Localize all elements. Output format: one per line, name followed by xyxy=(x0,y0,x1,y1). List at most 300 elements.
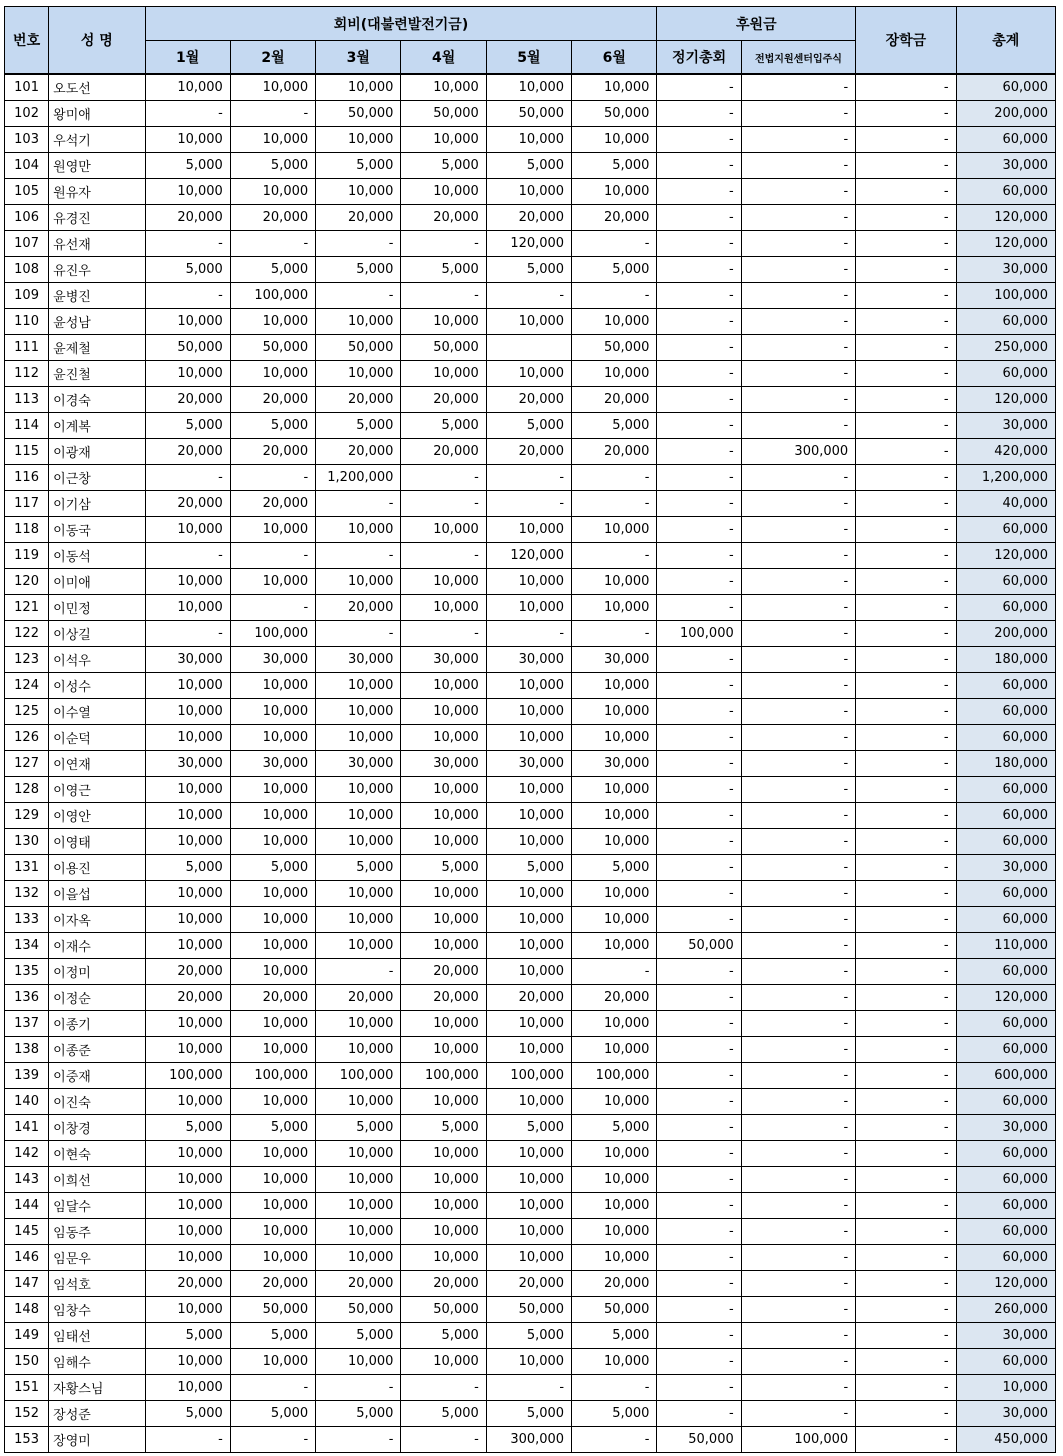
month-2-cell: 10,000 xyxy=(230,725,315,751)
center-ceremony-cell: - xyxy=(741,1219,855,1245)
general-meeting-cell: - xyxy=(657,725,741,751)
general-meeting-cell: - xyxy=(657,959,741,985)
scholarship-cell: - xyxy=(856,933,956,959)
month-5-cell: 10,000 xyxy=(486,907,571,933)
month-3-cell: 10,000 xyxy=(316,933,401,959)
month-6-cell: - xyxy=(572,543,657,569)
scholarship-cell: - xyxy=(856,231,956,257)
total-cell: 120,000 xyxy=(956,1271,1055,1297)
month-3-cell: - xyxy=(316,231,401,257)
col-header-month-6: 6월 xyxy=(572,41,657,75)
scholarship-cell: - xyxy=(856,1349,956,1375)
month-5-cell: 10,000 xyxy=(486,1167,571,1193)
month-4-cell: 10,000 xyxy=(401,907,486,933)
month-5-cell: 10,000 xyxy=(486,803,571,829)
total-cell: 200,000 xyxy=(956,621,1055,647)
month-5-cell: 20,000 xyxy=(486,985,571,1011)
scholarship-cell: - xyxy=(856,985,956,1011)
month-3-cell: 10,000 xyxy=(316,361,401,387)
month-2-cell: 10,000 xyxy=(230,1089,315,1115)
month-3-cell: - xyxy=(316,491,401,517)
no-cell: 107 xyxy=(5,231,49,257)
month-6-cell: 10,000 xyxy=(572,829,657,855)
month-4-cell: 10,000 xyxy=(401,803,486,829)
total-cell: 30,000 xyxy=(956,855,1055,881)
table-row xyxy=(5,1349,1056,1375)
month-2-cell: 10,000 xyxy=(230,1349,315,1375)
general-meeting-cell: - xyxy=(657,829,741,855)
month-6-cell: 50,000 xyxy=(572,1297,657,1323)
scholarship-cell: - xyxy=(856,205,956,231)
month-1-cell: 20,000 xyxy=(145,439,230,465)
table-row xyxy=(5,179,1056,205)
month-6-cell: 10,000 xyxy=(572,595,657,621)
month-1-cell: 5,000 xyxy=(145,855,230,881)
center-ceremony-cell: - xyxy=(741,335,855,361)
month-4-cell: 10,000 xyxy=(401,1141,486,1167)
month-1-cell: 10,000 xyxy=(145,907,230,933)
name-cell: 왕미애 xyxy=(49,101,145,127)
total-cell: 60,000 xyxy=(956,1193,1055,1219)
month-3-cell: - xyxy=(316,543,401,569)
no-cell: 110 xyxy=(5,309,49,335)
table-row xyxy=(5,725,1056,751)
month-2-cell: 10,000 xyxy=(230,1219,315,1245)
center-ceremony-cell: - xyxy=(741,153,855,179)
no-cell: 108 xyxy=(5,257,49,283)
scholarship-cell: - xyxy=(856,127,956,153)
month-6-cell: 10,000 xyxy=(572,725,657,751)
name-cell: 이광재 xyxy=(49,439,145,465)
col-header-total: 총계 xyxy=(956,7,1055,75)
month-3-cell: 5,000 xyxy=(316,1115,401,1141)
general-meeting-cell: - xyxy=(657,231,741,257)
month-2-cell: 20,000 xyxy=(230,491,315,517)
total-cell: 180,000 xyxy=(956,751,1055,777)
scholarship-cell: - xyxy=(856,309,956,335)
no-cell: 115 xyxy=(5,439,49,465)
month-4-cell: 20,000 xyxy=(401,439,486,465)
month-6-cell: 30,000 xyxy=(572,751,657,777)
center-ceremony-cell: - xyxy=(741,1037,855,1063)
center-ceremony-cell: - xyxy=(741,1375,855,1401)
name-cell: 임해수 xyxy=(49,1349,145,1375)
total-cell: 600,000 xyxy=(956,1063,1055,1089)
col-header-month-1: 1월 xyxy=(145,41,230,75)
center-ceremony-cell: - xyxy=(741,621,855,647)
month-6-cell: 100,000 xyxy=(572,1063,657,1089)
month-3-cell: 10,000 xyxy=(316,699,401,725)
center-ceremony-cell: - xyxy=(741,881,855,907)
month-5-cell: 10,000 xyxy=(486,309,571,335)
table-row xyxy=(5,439,1056,465)
month-3-cell: - xyxy=(316,283,401,309)
table-row xyxy=(5,205,1056,231)
total-cell: 60,000 xyxy=(956,1245,1055,1271)
col-header-month-4: 4월 xyxy=(401,41,486,75)
total-cell: 120,000 xyxy=(956,985,1055,1011)
month-4-cell: 10,000 xyxy=(401,569,486,595)
total-cell: 250,000 xyxy=(956,335,1055,361)
total-cell: 30,000 xyxy=(956,1401,1055,1427)
month-4-cell: 20,000 xyxy=(401,387,486,413)
scholarship-cell: - xyxy=(856,465,956,491)
col-header-scholarship: 장학금 xyxy=(856,7,956,75)
name-cell: 이영안 xyxy=(49,803,145,829)
month-3-cell: 10,000 xyxy=(316,881,401,907)
scholarship-cell: - xyxy=(856,74,956,101)
month-4-cell: 10,000 xyxy=(401,699,486,725)
month-5-cell: 5,000 xyxy=(486,1115,571,1141)
month-2-cell: 50,000 xyxy=(230,335,315,361)
no-cell: 112 xyxy=(5,361,49,387)
month-3-cell: 5,000 xyxy=(316,855,401,881)
name-cell: 이희선 xyxy=(49,1167,145,1193)
month-2-cell: 20,000 xyxy=(230,985,315,1011)
month-4-cell: 5,000 xyxy=(401,413,486,439)
general-meeting-cell: - xyxy=(657,855,741,881)
month-3-cell: - xyxy=(316,959,401,985)
month-5-cell: 10,000 xyxy=(486,74,571,101)
month-6-cell: 10,000 xyxy=(572,1193,657,1219)
general-meeting-cell: 100,000 xyxy=(657,621,741,647)
general-meeting-cell: - xyxy=(657,1349,741,1375)
no-cell: 117 xyxy=(5,491,49,517)
month-3-cell: 20,000 xyxy=(316,985,401,1011)
table-row xyxy=(5,1037,1056,1063)
month-6-cell: 5,000 xyxy=(572,1323,657,1349)
table-row xyxy=(5,1089,1056,1115)
general-meeting-cell: - xyxy=(657,985,741,1011)
month-4-cell: 5,000 xyxy=(401,1115,486,1141)
month-3-cell: 10,000 xyxy=(316,1167,401,1193)
center-ceremony-cell: - xyxy=(741,465,855,491)
month-2-cell: - xyxy=(230,1375,315,1401)
month-2-cell: 10,000 xyxy=(230,179,315,205)
name-cell: 임태선 xyxy=(49,1323,145,1349)
month-2-cell: 100,000 xyxy=(230,283,315,309)
month-3-cell: 10,000 xyxy=(316,1011,401,1037)
general-meeting-cell: - xyxy=(657,74,741,101)
month-5-cell: 100,000 xyxy=(486,1063,571,1089)
center-ceremony-cell: - xyxy=(741,673,855,699)
no-cell: 104 xyxy=(5,153,49,179)
table-row xyxy=(5,881,1056,907)
month-4-cell: 10,000 xyxy=(401,1245,486,1271)
month-2-cell: 20,000 xyxy=(230,439,315,465)
scholarship-cell: - xyxy=(856,283,956,309)
general-meeting-cell: - xyxy=(657,1323,741,1349)
month-1-cell: 10,000 xyxy=(145,361,230,387)
month-4-cell: 10,000 xyxy=(401,1167,486,1193)
center-ceremony-cell: - xyxy=(741,1167,855,1193)
total-cell: 1,200,000 xyxy=(956,465,1055,491)
month-5-cell: 30,000 xyxy=(486,647,571,673)
month-2-cell: 10,000 xyxy=(230,829,315,855)
month-3-cell: 20,000 xyxy=(316,595,401,621)
scholarship-cell: - xyxy=(856,1037,956,1063)
no-cell: 152 xyxy=(5,1401,49,1427)
month-5-cell: 10,000 xyxy=(486,1193,571,1219)
no-cell: 135 xyxy=(5,959,49,985)
month-6-cell: 5,000 xyxy=(572,413,657,439)
scholarship-cell: - xyxy=(856,1297,956,1323)
month-4-cell: 30,000 xyxy=(401,647,486,673)
month-1-cell: 10,000 xyxy=(145,1193,230,1219)
col-header-general-meeting: 정기총회 xyxy=(657,41,741,75)
no-cell: 151 xyxy=(5,1375,49,1401)
no-cell: 141 xyxy=(5,1115,49,1141)
total-cell: 60,000 xyxy=(956,179,1055,205)
month-5-cell: 20,000 xyxy=(486,387,571,413)
total-cell: 60,000 xyxy=(956,569,1055,595)
month-1-cell: 100,000 xyxy=(145,1063,230,1089)
general-meeting-cell: - xyxy=(657,1271,741,1297)
month-4-cell: 20,000 xyxy=(401,959,486,985)
scholarship-cell: - xyxy=(856,647,956,673)
scholarship-cell: - xyxy=(856,1141,956,1167)
center-ceremony-cell: - xyxy=(741,595,855,621)
total-cell: 30,000 xyxy=(956,1323,1055,1349)
total-cell: 60,000 xyxy=(956,959,1055,985)
month-4-cell: 20,000 xyxy=(401,205,486,231)
general-meeting-cell: - xyxy=(657,1193,741,1219)
name-cell: 윤진철 xyxy=(49,361,145,387)
no-cell: 101 xyxy=(5,74,49,101)
month-5-cell: 120,000 xyxy=(486,231,571,257)
scholarship-cell: - xyxy=(856,1375,956,1401)
table-row xyxy=(5,257,1056,283)
month-6-cell: 10,000 xyxy=(572,127,657,153)
month-5-cell: 10,000 xyxy=(486,1037,571,1063)
table-row xyxy=(5,491,1056,517)
total-cell: 450,000 xyxy=(956,1427,1055,1453)
table-row xyxy=(5,387,1056,413)
general-meeting-cell: 50,000 xyxy=(657,933,741,959)
month-6-cell: 5,000 xyxy=(572,1115,657,1141)
month-5-cell: 50,000 xyxy=(486,101,571,127)
month-6-cell: 20,000 xyxy=(572,205,657,231)
month-4-cell: 10,000 xyxy=(401,1349,486,1375)
month-3-cell: - xyxy=(316,1375,401,1401)
no-cell: 144 xyxy=(5,1193,49,1219)
name-cell: 이용진 xyxy=(49,855,145,881)
scholarship-cell: - xyxy=(856,491,956,517)
center-ceremony-cell: - xyxy=(741,1297,855,1323)
table-row xyxy=(5,1323,1056,1349)
month-3-cell: 10,000 xyxy=(316,777,401,803)
month-4-cell: 5,000 xyxy=(401,1323,486,1349)
no-cell: 136 xyxy=(5,985,49,1011)
month-3-cell: - xyxy=(316,1427,401,1453)
total-cell: 60,000 xyxy=(956,699,1055,725)
general-meeting-cell: - xyxy=(657,387,741,413)
month-2-cell: 20,000 xyxy=(230,387,315,413)
general-meeting-cell: - xyxy=(657,699,741,725)
scholarship-cell: - xyxy=(856,517,956,543)
total-cell: 30,000 xyxy=(956,257,1055,283)
month-2-cell: - xyxy=(230,465,315,491)
table-row xyxy=(5,569,1056,595)
name-cell: 이진숙 xyxy=(49,1089,145,1115)
month-1-cell: 10,000 xyxy=(145,1297,230,1323)
center-ceremony-cell: - xyxy=(741,1063,855,1089)
no-cell: 148 xyxy=(5,1297,49,1323)
month-6-cell: 30,000 xyxy=(572,647,657,673)
center-ceremony-cell: - xyxy=(741,309,855,335)
month-2-cell: 20,000 xyxy=(230,1271,315,1297)
total-cell: 60,000 xyxy=(956,1167,1055,1193)
month-6-cell: 10,000 xyxy=(572,1037,657,1063)
total-cell: 60,000 xyxy=(956,309,1055,335)
total-cell: 60,000 xyxy=(956,74,1055,101)
table-row xyxy=(5,777,1056,803)
center-ceremony-cell: - xyxy=(741,543,855,569)
general-meeting-cell: - xyxy=(657,673,741,699)
month-3-cell: 10,000 xyxy=(316,1089,401,1115)
month-1-cell: 10,000 xyxy=(145,595,230,621)
month-4-cell: 10,000 xyxy=(401,829,486,855)
scholarship-cell: - xyxy=(856,1167,956,1193)
col-header-center-ceremony: 전법지원센터입주식 xyxy=(741,41,855,75)
month-3-cell: 5,000 xyxy=(316,153,401,179)
no-cell: 111 xyxy=(5,335,49,361)
center-ceremony-cell: - xyxy=(741,179,855,205)
total-cell: 60,000 xyxy=(956,1141,1055,1167)
scholarship-cell: - xyxy=(856,881,956,907)
scholarship-cell: - xyxy=(856,803,956,829)
table-row xyxy=(5,1427,1056,1453)
general-meeting-cell: - xyxy=(657,1401,741,1427)
month-4-cell: 10,000 xyxy=(401,725,486,751)
name-cell: 이근창 xyxy=(49,465,145,491)
table-row xyxy=(5,153,1056,179)
month-2-cell: 5,000 xyxy=(230,1115,315,1141)
month-2-cell: 30,000 xyxy=(230,647,315,673)
month-2-cell: 100,000 xyxy=(230,1063,315,1089)
scholarship-cell: - xyxy=(856,1427,956,1453)
name-cell: 자황스님 xyxy=(49,1375,145,1401)
total-cell: 60,000 xyxy=(956,907,1055,933)
month-6-cell: - xyxy=(572,959,657,985)
center-ceremony-cell: - xyxy=(741,985,855,1011)
month-5-cell: 5,000 xyxy=(486,257,571,283)
name-cell: 오도선 xyxy=(49,74,145,101)
month-6-cell: 10,000 xyxy=(572,517,657,543)
table-row xyxy=(5,751,1056,777)
month-2-cell: 10,000 xyxy=(230,959,315,985)
scholarship-cell: - xyxy=(856,1011,956,1037)
table-row xyxy=(5,621,1056,647)
general-meeting-cell: - xyxy=(657,491,741,517)
month-3-cell: 20,000 xyxy=(316,205,401,231)
month-1-cell: 10,000 xyxy=(145,1245,230,1271)
center-ceremony-cell: - xyxy=(741,413,855,439)
month-5-cell: 5,000 xyxy=(486,153,571,179)
month-6-cell: 10,000 xyxy=(572,673,657,699)
month-5-cell: 10,000 xyxy=(486,361,571,387)
month-4-cell: 50,000 xyxy=(401,1297,486,1323)
month-4-cell: 20,000 xyxy=(401,985,486,1011)
month-2-cell: 10,000 xyxy=(230,699,315,725)
month-3-cell: 10,000 xyxy=(316,1141,401,1167)
month-2-cell: 10,000 xyxy=(230,803,315,829)
center-ceremony-cell: - xyxy=(741,257,855,283)
no-cell: 103 xyxy=(5,127,49,153)
month-2-cell: 10,000 xyxy=(230,74,315,101)
no-cell: 127 xyxy=(5,751,49,777)
no-cell: 133 xyxy=(5,907,49,933)
month-1-cell: - xyxy=(145,231,230,257)
name-cell: 이석우 xyxy=(49,647,145,673)
total-cell: 30,000 xyxy=(956,413,1055,439)
table-row xyxy=(5,335,1056,361)
general-meeting-cell: - xyxy=(657,1375,741,1401)
scholarship-cell: - xyxy=(856,595,956,621)
no-cell: 130 xyxy=(5,829,49,855)
table-row xyxy=(5,959,1056,985)
month-1-cell: 10,000 xyxy=(145,1219,230,1245)
month-1-cell: 5,000 xyxy=(145,1401,230,1427)
general-meeting-cell: - xyxy=(657,1297,741,1323)
month-1-cell: 10,000 xyxy=(145,1141,230,1167)
month-2-cell: 10,000 xyxy=(230,1141,315,1167)
center-ceremony-cell: - xyxy=(741,699,855,725)
scholarship-cell: - xyxy=(856,907,956,933)
center-ceremony-cell: - xyxy=(741,907,855,933)
month-3-cell: 20,000 xyxy=(316,1271,401,1297)
center-ceremony-cell: 300,000 xyxy=(741,439,855,465)
month-4-cell: 10,000 xyxy=(401,595,486,621)
scholarship-cell: - xyxy=(856,1401,956,1427)
name-cell: 유경진 xyxy=(49,205,145,231)
month-6-cell: 10,000 xyxy=(572,569,657,595)
month-2-cell: 5,000 xyxy=(230,1401,315,1427)
month-5-cell: 10,000 xyxy=(486,699,571,725)
general-meeting-cell: - xyxy=(657,179,741,205)
table-row xyxy=(5,517,1056,543)
total-cell: 260,000 xyxy=(956,1297,1055,1323)
month-3-cell: 5,000 xyxy=(316,413,401,439)
month-1-cell: - xyxy=(145,283,230,309)
total-cell: 200,000 xyxy=(956,101,1055,127)
name-cell: 우석기 xyxy=(49,127,145,153)
month-2-cell: - xyxy=(230,595,315,621)
month-6-cell: 10,000 xyxy=(572,361,657,387)
name-cell: 이영태 xyxy=(49,829,145,855)
general-meeting-cell: - xyxy=(657,881,741,907)
general-meeting-cell: - xyxy=(657,595,741,621)
month-3-cell: 10,000 xyxy=(316,517,401,543)
month-5-cell: 10,000 xyxy=(486,933,571,959)
no-cell: 134 xyxy=(5,933,49,959)
general-meeting-cell: - xyxy=(657,1037,741,1063)
month-3-cell: 10,000 xyxy=(316,179,401,205)
total-cell: 60,000 xyxy=(956,829,1055,855)
month-6-cell: 10,000 xyxy=(572,699,657,725)
month-5-cell: 5,000 xyxy=(486,1323,571,1349)
table-header xyxy=(5,7,1056,75)
table-row xyxy=(5,413,1056,439)
scholarship-cell: - xyxy=(856,335,956,361)
scholarship-cell: - xyxy=(856,855,956,881)
month-4-cell: 10,000 xyxy=(401,309,486,335)
month-1-cell: - xyxy=(145,465,230,491)
month-4-cell: 5,000 xyxy=(401,1401,486,1427)
total-cell: 40,000 xyxy=(956,491,1055,517)
month-2-cell: 10,000 xyxy=(230,881,315,907)
total-cell: 60,000 xyxy=(956,777,1055,803)
